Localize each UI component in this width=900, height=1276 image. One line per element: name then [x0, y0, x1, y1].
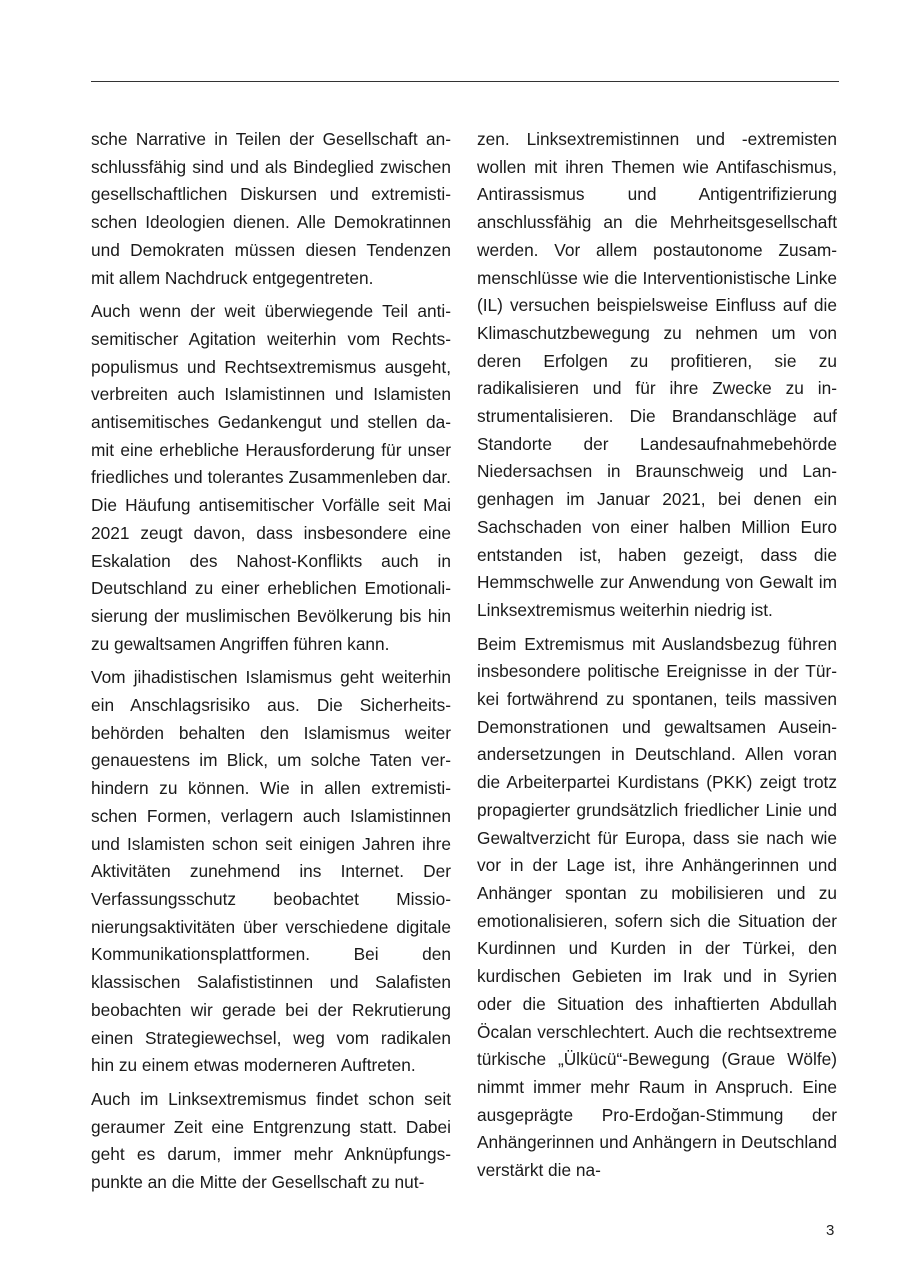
right-column: [477, 126, 837, 1191]
page-number: 3: [826, 1222, 835, 1239]
header-rule: [91, 81, 839, 82]
left-column: [91, 126, 451, 1203]
paragraph: sche Narrative in Teilen der Gesellschaft anschlussfähig sind und als Bindeglied zwischen gesellschaftlichen Diskursen und extremistischen Ideologien dienen. Alle Demokratinnen und Demokraten müssen diesen Tendenzen mit allem Nachdruck entgegentreten.: [91, 129, 451, 288]
paragraph: Vom jihadistischen Islamismus geht weiterhin ein Anschlagsrisiko aus. Die Sicherheitsbehörden behalten den Islamismus weiter genauestens im Blick, um solche Taten verhindern zu können. Wie in allen extremistischen Formen, verlagern auch Islamistinnen und Islamisten schon seit einigen Jahren ihre Aktivitäten zunehmend ins Internet. Der Verfassungsschutz beobachtet Missionierungsaktivitäten über verschiedene digitale Kommunikationsplattformen. Bei den klassischen Salafististinnen und Salafisten beobachten wir gerade bei der Rekrutierung einen Strategiewechsel, weg vom radikalen hin zu einem etwas moderneren Auftreten.: [91, 667, 451, 1076]
paragraph: Auch im Linksextremismus findet schon seit geraumer Zeit eine Entgrenzung statt. Dabei geht es darum, immer mehr Anknüpfungspunkte an die Mitte der Gesellschaft zu nut-: [91, 1088, 451, 1193]
paragraph: zen. Linksextremistinnen und -extremisten wollen mit ihren Themen wie Antifaschismus, Antirassismus und Antigentrifizierung anschlussfähig an die Mehrheitsgesellschaft werden. Vor allem postautonome Zusammenschlüsse wie die Interventionistische Linke (IL) versuchen beispielsweise Einfluss auf die Klimaschutzbewegung zu nehmen um von deren Erfolgen zu profitieren, sie zu radikalisieren und für ihre Zwecke zu instrumentalisieren. Die Brandanschläge auf Standorte der Landesaufnahmebehörde Niedersachsen in Braunschweig und Langenhagen im Januar 2021, bei denen ein Sachschaden von einer halben Million Euro entstanden ist, haben gezeigt, dass die Hemmschwelle zur Anwendung von Gewalt im Linksextremismus weiterhin niedrig ist.: [477, 129, 837, 620]
paragraph: Auch wenn der weit überwiegende Teil antisemitischer Agitation weiterhin vom Rechtspopulismus und Rechtsextremismus ausgeht, verbreiten auch Islamistinnen und Islamisten antisemitisches Gedankengut und stellen damit eine erhebliche Herausforderung für unser friedliches und tolerantes Zusammenleben dar. Die Häufung antisemitischer Vorfälle seit Mai 2021 zeugt davon, dass insbesondere eine Eskalation des Nahost-Konflikts auch in Deutschland zu einer erheblichen Emotionalisierung der muslimischen Bevölkerung bis hin zu gewaltsamen Angriffen führen kann.: [91, 301, 451, 654]
paragraph: Beim Extremismus mit Auslandsbezug führen insbesondere politische Ereignisse in der Türkei fortwährend zu spontanen, teils massiven Demonstrationen und gewaltsamen Auseinandersetzungen in Deutschland. Allen voran die Arbeiterpartei Kurdistans (PKK) zeigt trotz propagierter grundsätzlich friedlicher Linie und Gewaltverzicht für Europa, dass sie nach wie vor in der Lage ist, ihre Anhängerinnen und Anhänger spontan zu mobilisieren und zu emotionalisieren, sofern sich die Situation der Kurdinnen und Kurden in der Türkei, den kurdischen Gebieten im Irak und in Syrien oder die Situation des inhaftierten Abdullah Öcalan verschlechtert. Auch die rechtsextreme türkische „Ülkücü“-Bewegung (Graue Wölfe) nimmt immer mehr Raum in Anspruch. Eine ausgeprägte Pro-Erdoğan-Stimmung der Anhängerinnen und Anhängern in Deutschland verstärkt die na-: [477, 633, 837, 1181]
